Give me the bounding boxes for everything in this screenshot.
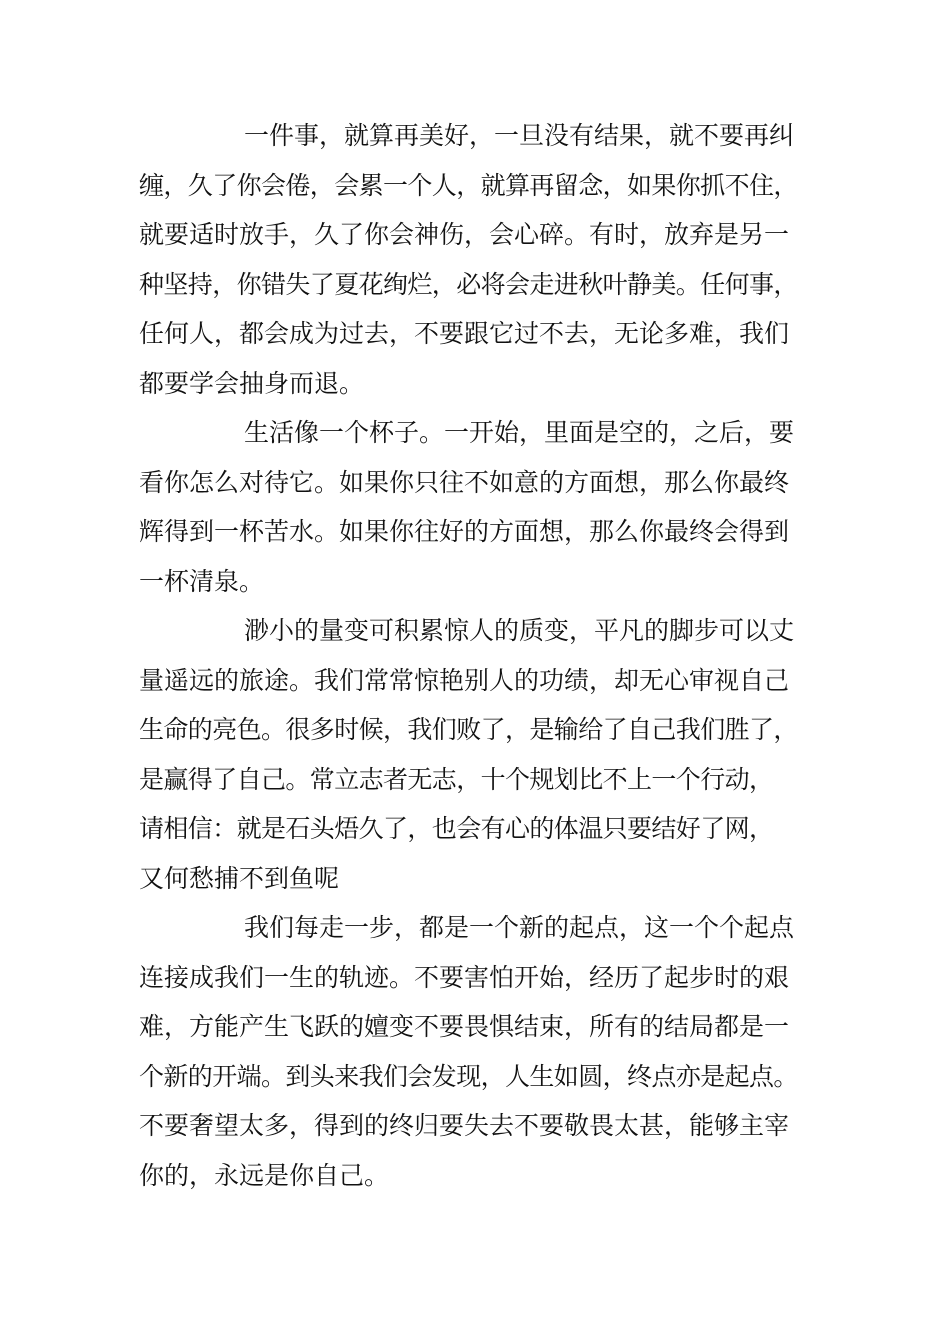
paragraph-line: 缠，久了你会倦，会累一个人，就算再留念，如果你抓不住， xyxy=(139,170,798,200)
paragraph-line: 又何愁捕不到鱼呢 xyxy=(139,863,340,893)
paragraph-line: 任何人，都会成为过去，不要跟它过不去，无论多难，我们 xyxy=(139,319,790,348)
paragraph-line: 生命的亮色。很多时候，我们败了，是输给了自己我们胜了， xyxy=(139,715,798,744)
paragraph-line: 不要奢望太多，得到的终归要失去不要敬畏太甚，能够主宰 xyxy=(139,1111,790,1140)
paragraph-line: 种坚持，你错失了夏花绚烂，必将会走进秋叶静美。任何事， xyxy=(139,269,798,299)
paragraph-line: 连接成我们一生的轨迹。不要害怕开始，经历了起步时的艰 xyxy=(139,962,790,992)
paragraph-line: 就要适时放手，久了你会神伤，会心碎。有时，放弃是另一 xyxy=(139,220,790,249)
document-body xyxy=(139,111,819,1200)
paragraph-2 xyxy=(139,408,819,606)
paragraph-line: 渺小的量变可积累惊人的质变，平凡的脚步可以丈 xyxy=(244,616,795,645)
paragraph-line: 个新的开端。到头来我们会发现，人生如圆，终点亦是起点。 xyxy=(139,1061,798,1091)
paragraph-line: 生活像一个杯子。一开始，里面是空的，之后，要 xyxy=(244,418,795,447)
paragraph-1 xyxy=(139,111,819,408)
paragraph-line: 一杯清泉。 xyxy=(139,566,265,596)
paragraph-line: 一件事，就算再美好，一旦没有结果，就不要再纠 xyxy=(244,121,795,150)
paragraph-line: 难，方能产生飞跃的嬗变不要畏惧结束，所有的结局都是一 xyxy=(139,1012,790,1041)
paragraph-3 xyxy=(139,606,819,903)
paragraph-line: 请相信：就是石头焐久了，也会有心的体温只要结好了网， xyxy=(139,814,774,843)
paragraph-line: 量遥远的旅途。我们常常惊艳别人的功绩，却无心审视自己 xyxy=(139,665,790,695)
paragraph-line: 是赢得了自己。常立志者无志，十个规划比不上一个行动， xyxy=(139,764,774,794)
paragraph-line: 你的，永远是你自己。 xyxy=(139,1160,390,1190)
paragraph-line: 看你怎么对待它。如果你只往不如意的方面想，那么你最终 xyxy=(139,467,790,497)
paragraph-4 xyxy=(139,903,819,1200)
paragraph-line: 都要学会抽身而退。 xyxy=(139,368,365,398)
paragraph-line: 辉得到一杯苦水。如果你往好的方面想，那么你最终会得到 xyxy=(139,517,790,546)
paragraph-line: 我们每走一步，都是一个新的起点，这一个个起点 xyxy=(244,913,795,942)
